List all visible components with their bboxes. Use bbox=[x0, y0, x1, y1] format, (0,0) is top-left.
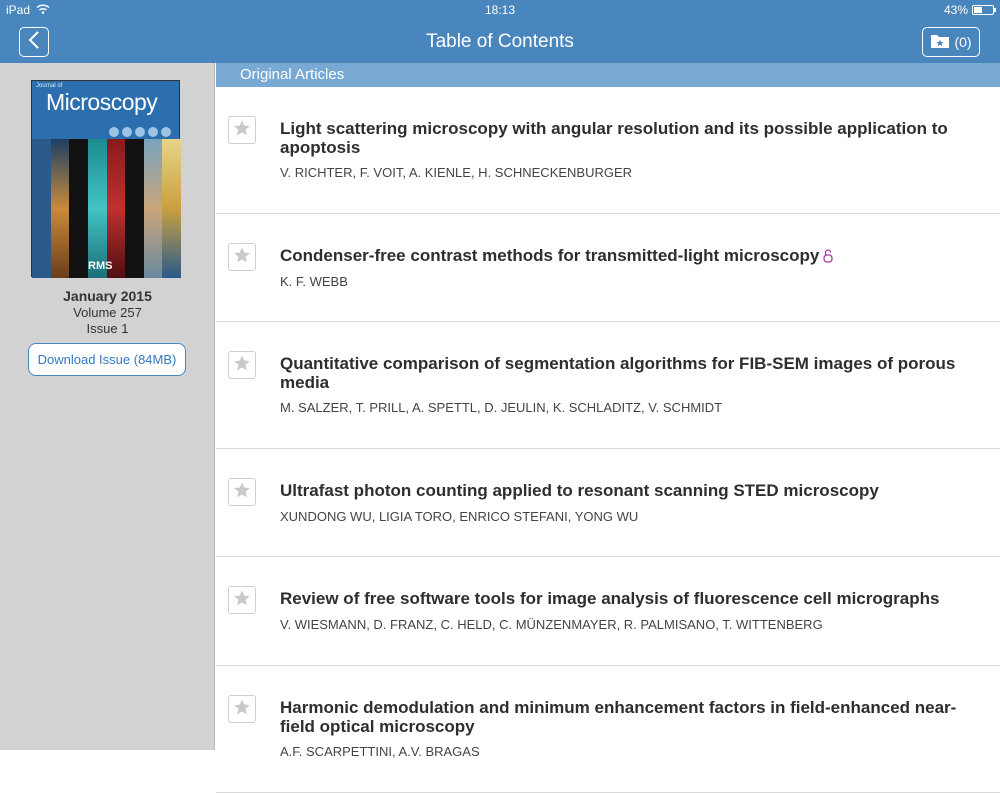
device-label: iPad bbox=[6, 3, 31, 17]
star-icon bbox=[233, 246, 251, 269]
favorite-button[interactable] bbox=[228, 351, 256, 379]
saved-articles-button[interactable] bbox=[922, 27, 980, 57]
article-authors: V. RICHTER, F. VOIT, A. KIENLE, H. SCHNECKENBURGER bbox=[280, 165, 633, 180]
article-title[interactable]: Harmonic demodulation and minimum enhancement factors in field-enhanced near-field optical microscopy bbox=[280, 698, 957, 736]
article-title[interactable]: Quantitative comparison of segmentation algorithms for FIB-SEM images of porous media bbox=[280, 354, 956, 392]
favorite-button[interactable] bbox=[228, 116, 256, 144]
article-authors: XUNDONG WU, LIGIA TORO, ENRICO STEFANI, YONG WU bbox=[280, 509, 639, 524]
article-authors: V. WIESMANN, D. FRANZ, C. HELD, C. MÜNZENMAYER, R. PALMISANO, T. WITTENBERG bbox=[280, 617, 823, 632]
star-icon bbox=[233, 698, 251, 721]
favorite-button[interactable] bbox=[228, 586, 256, 614]
article-title[interactable]: Light scattering microscopy with angular resolution and its possible application to apoptosis bbox=[280, 119, 948, 157]
issue-info bbox=[0, 287, 215, 337]
battery-percent: 43% bbox=[943, 3, 968, 17]
article-row[interactable] bbox=[216, 322, 1000, 449]
star-icon bbox=[233, 119, 251, 142]
issue-cover-image bbox=[31, 80, 180, 277]
cover-artwork bbox=[32, 139, 181, 278]
folder-star-icon bbox=[930, 33, 950, 52]
article-row[interactable] bbox=[216, 666, 1000, 793]
star-icon bbox=[233, 481, 251, 504]
article-title[interactable]: Review of free software tools for image analysis of fluorescence cell micrographs bbox=[280, 589, 940, 608]
issue-sidebar bbox=[0, 63, 215, 750]
star-icon bbox=[233, 354, 251, 377]
article-authors: M. SALZER, T. PRILL, A. SPETTL, D. JEULIN, K. SCHLADITZ, V. SCHMIDT bbox=[280, 400, 723, 415]
page-title: Table of Contents bbox=[426, 31, 574, 52]
article-row[interactable] bbox=[216, 214, 1000, 322]
issue-date: January 2015 bbox=[63, 288, 152, 304]
article-title-wrapper[interactable] bbox=[280, 246, 980, 267]
table-of-contents bbox=[216, 63, 1000, 759]
status-bar bbox=[0, 0, 1000, 20]
article-row[interactable] bbox=[216, 557, 1000, 666]
navigation-bar bbox=[0, 20, 1000, 63]
cover-journal-small: Journal of bbox=[36, 83, 63, 89]
cover-publisher: RMS bbox=[88, 260, 113, 272]
unlocked-icon bbox=[823, 248, 833, 267]
cover-decoration bbox=[109, 127, 171, 137]
star-icon bbox=[233, 589, 251, 612]
article-title[interactable]: Condenser-free contrast methods for transmitted-light microscopy bbox=[280, 246, 820, 265]
favorite-button[interactable] bbox=[228, 478, 256, 506]
issue-number: Issue 1 bbox=[86, 321, 129, 336]
article-authors: K. F. WEBB bbox=[280, 274, 348, 289]
favorite-button[interactable] bbox=[228, 695, 256, 723]
saved-count: (0) bbox=[954, 34, 972, 50]
battery-icon bbox=[972, 5, 994, 15]
article-title[interactable]: Ultrafast photon counting applied to resonant scanning STED microscopy bbox=[280, 481, 879, 500]
article-row[interactable] bbox=[216, 449, 1000, 557]
clock: 18:13 bbox=[484, 3, 516, 17]
favorite-button[interactable] bbox=[228, 243, 256, 271]
download-issue-button[interactable]: Download Issue (84MB) bbox=[28, 343, 186, 376]
section-header: Original Articles bbox=[216, 63, 1000, 87]
wifi-icon bbox=[36, 3, 50, 17]
issue-volume: Volume 257 bbox=[73, 305, 142, 320]
article-authors: A.F. SCARPETTINI, A.V. BRAGAS bbox=[280, 744, 480, 759]
article-row[interactable] bbox=[216, 87, 1000, 214]
cover-journal-name: Microscopy bbox=[46, 89, 158, 115]
